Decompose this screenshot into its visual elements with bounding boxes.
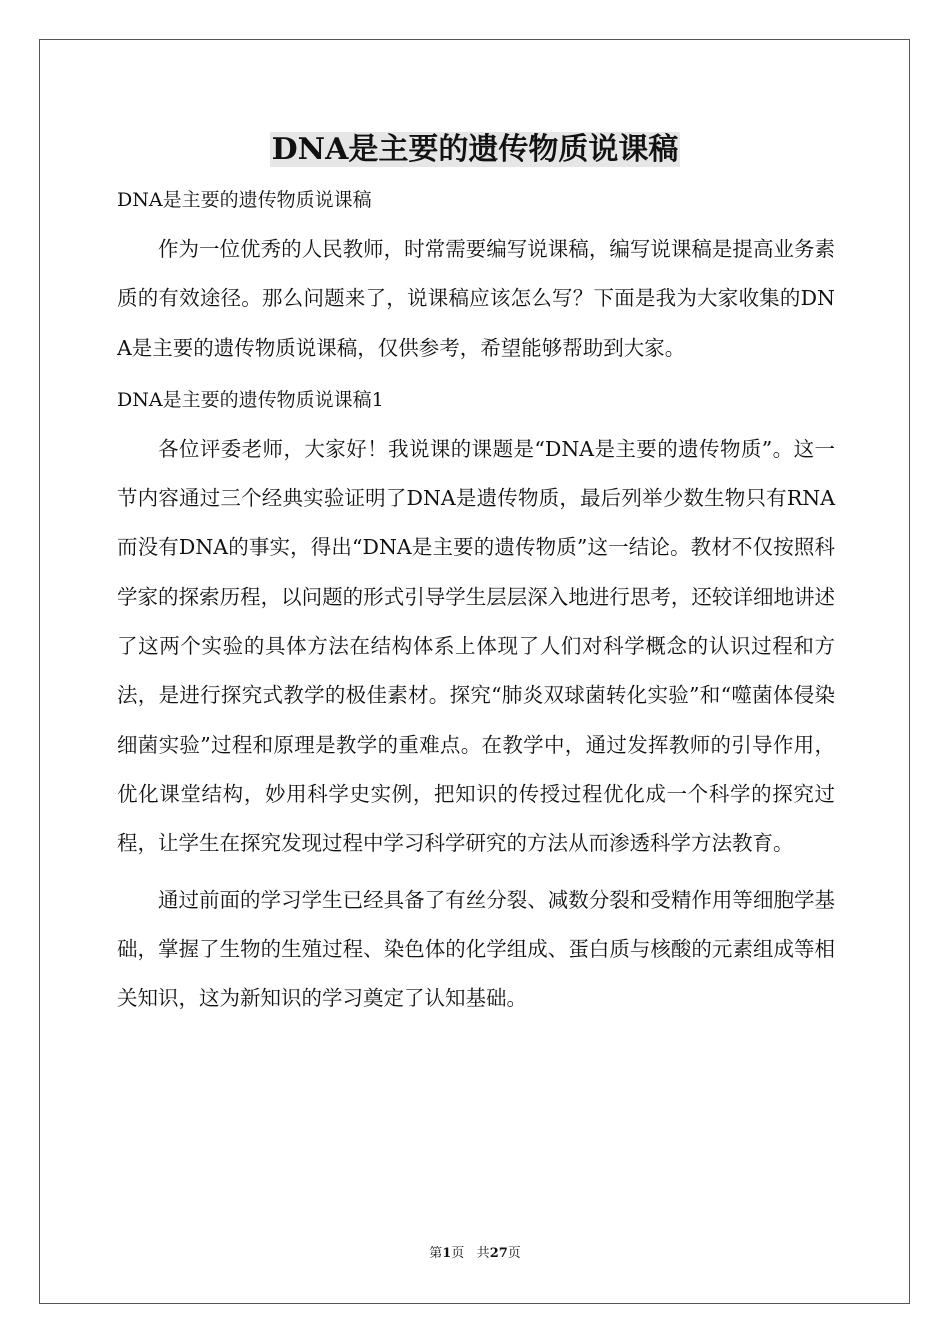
section-heading: DNA是主要的遗传物质说课稿1 (117, 388, 384, 411)
page-suffix: 页 (451, 1246, 465, 1261)
document-title-text: DNA是主要的遗传物质说课稿 (271, 132, 679, 167)
document-title (0, 130, 950, 170)
document-body (117, 180, 835, 1030)
document-subtitle: DNA是主要的遗传物质说课稿 (117, 189, 372, 211)
intro-paragraph: 作为一位优秀的人民教师，时常需要编写说课稿，编写说课稿是提高业务素质的有效途径。那么问题来了，说课稿应该怎么写？下面是我为大家收集的DNA是主要的遗传物质说课稿，仅供参考，希望能够帮助到大家。 (117, 237, 835, 360)
page-prefix: 第 (429, 1246, 443, 1261)
total-suffix: 页 (507, 1246, 521, 1261)
body-paragraph-2: 通过前面的学习学生已经具备了有丝分裂、减数分裂和受精作用等细胞学基础，掌握了生物的生殖过程、染色体的化学组成、蛋白质与核酸的元素组成等相关知识，这为新知识的学习奠定了认知基础。 (117, 887, 835, 1011)
page-footer (0, 1244, 950, 1264)
page-number: 1 (442, 1246, 452, 1261)
total-pages: 27 (489, 1246, 508, 1261)
total-prefix: 共 (476, 1246, 490, 1261)
body-paragraph-1: 各位评委老师，大家好！我说课的课题是“DNA是主要的遗传物质”。这一节内容通过三个经典实验证明了DNA是遗传物质，最后列举少数生物只有RNA而没有DNA的事实，得出“DNA是主要的遗传物质”这一结论。教材不仅按照科学家的探索历程，以问题的形式引导学生层层深入地进行思考，还较详细地讲述了这两个实验的具体方法在结构体系上体现了人们对科学概念的认识过程和方法，是进行探究式教学的极佳素材。探究“肺炎双球菌转化实验”和“噬菌体侵染细菌实验”过程和原理是教学的重难点。在教学中，通过发挥教师的引导作用，优化课堂结构，妙用科学史实例，把知识的传授过程优化成一个科学的探究过程，让学生在探究发现过程中学习科学研究的方法从而渗透科学方法教育。 (117, 436, 835, 856)
